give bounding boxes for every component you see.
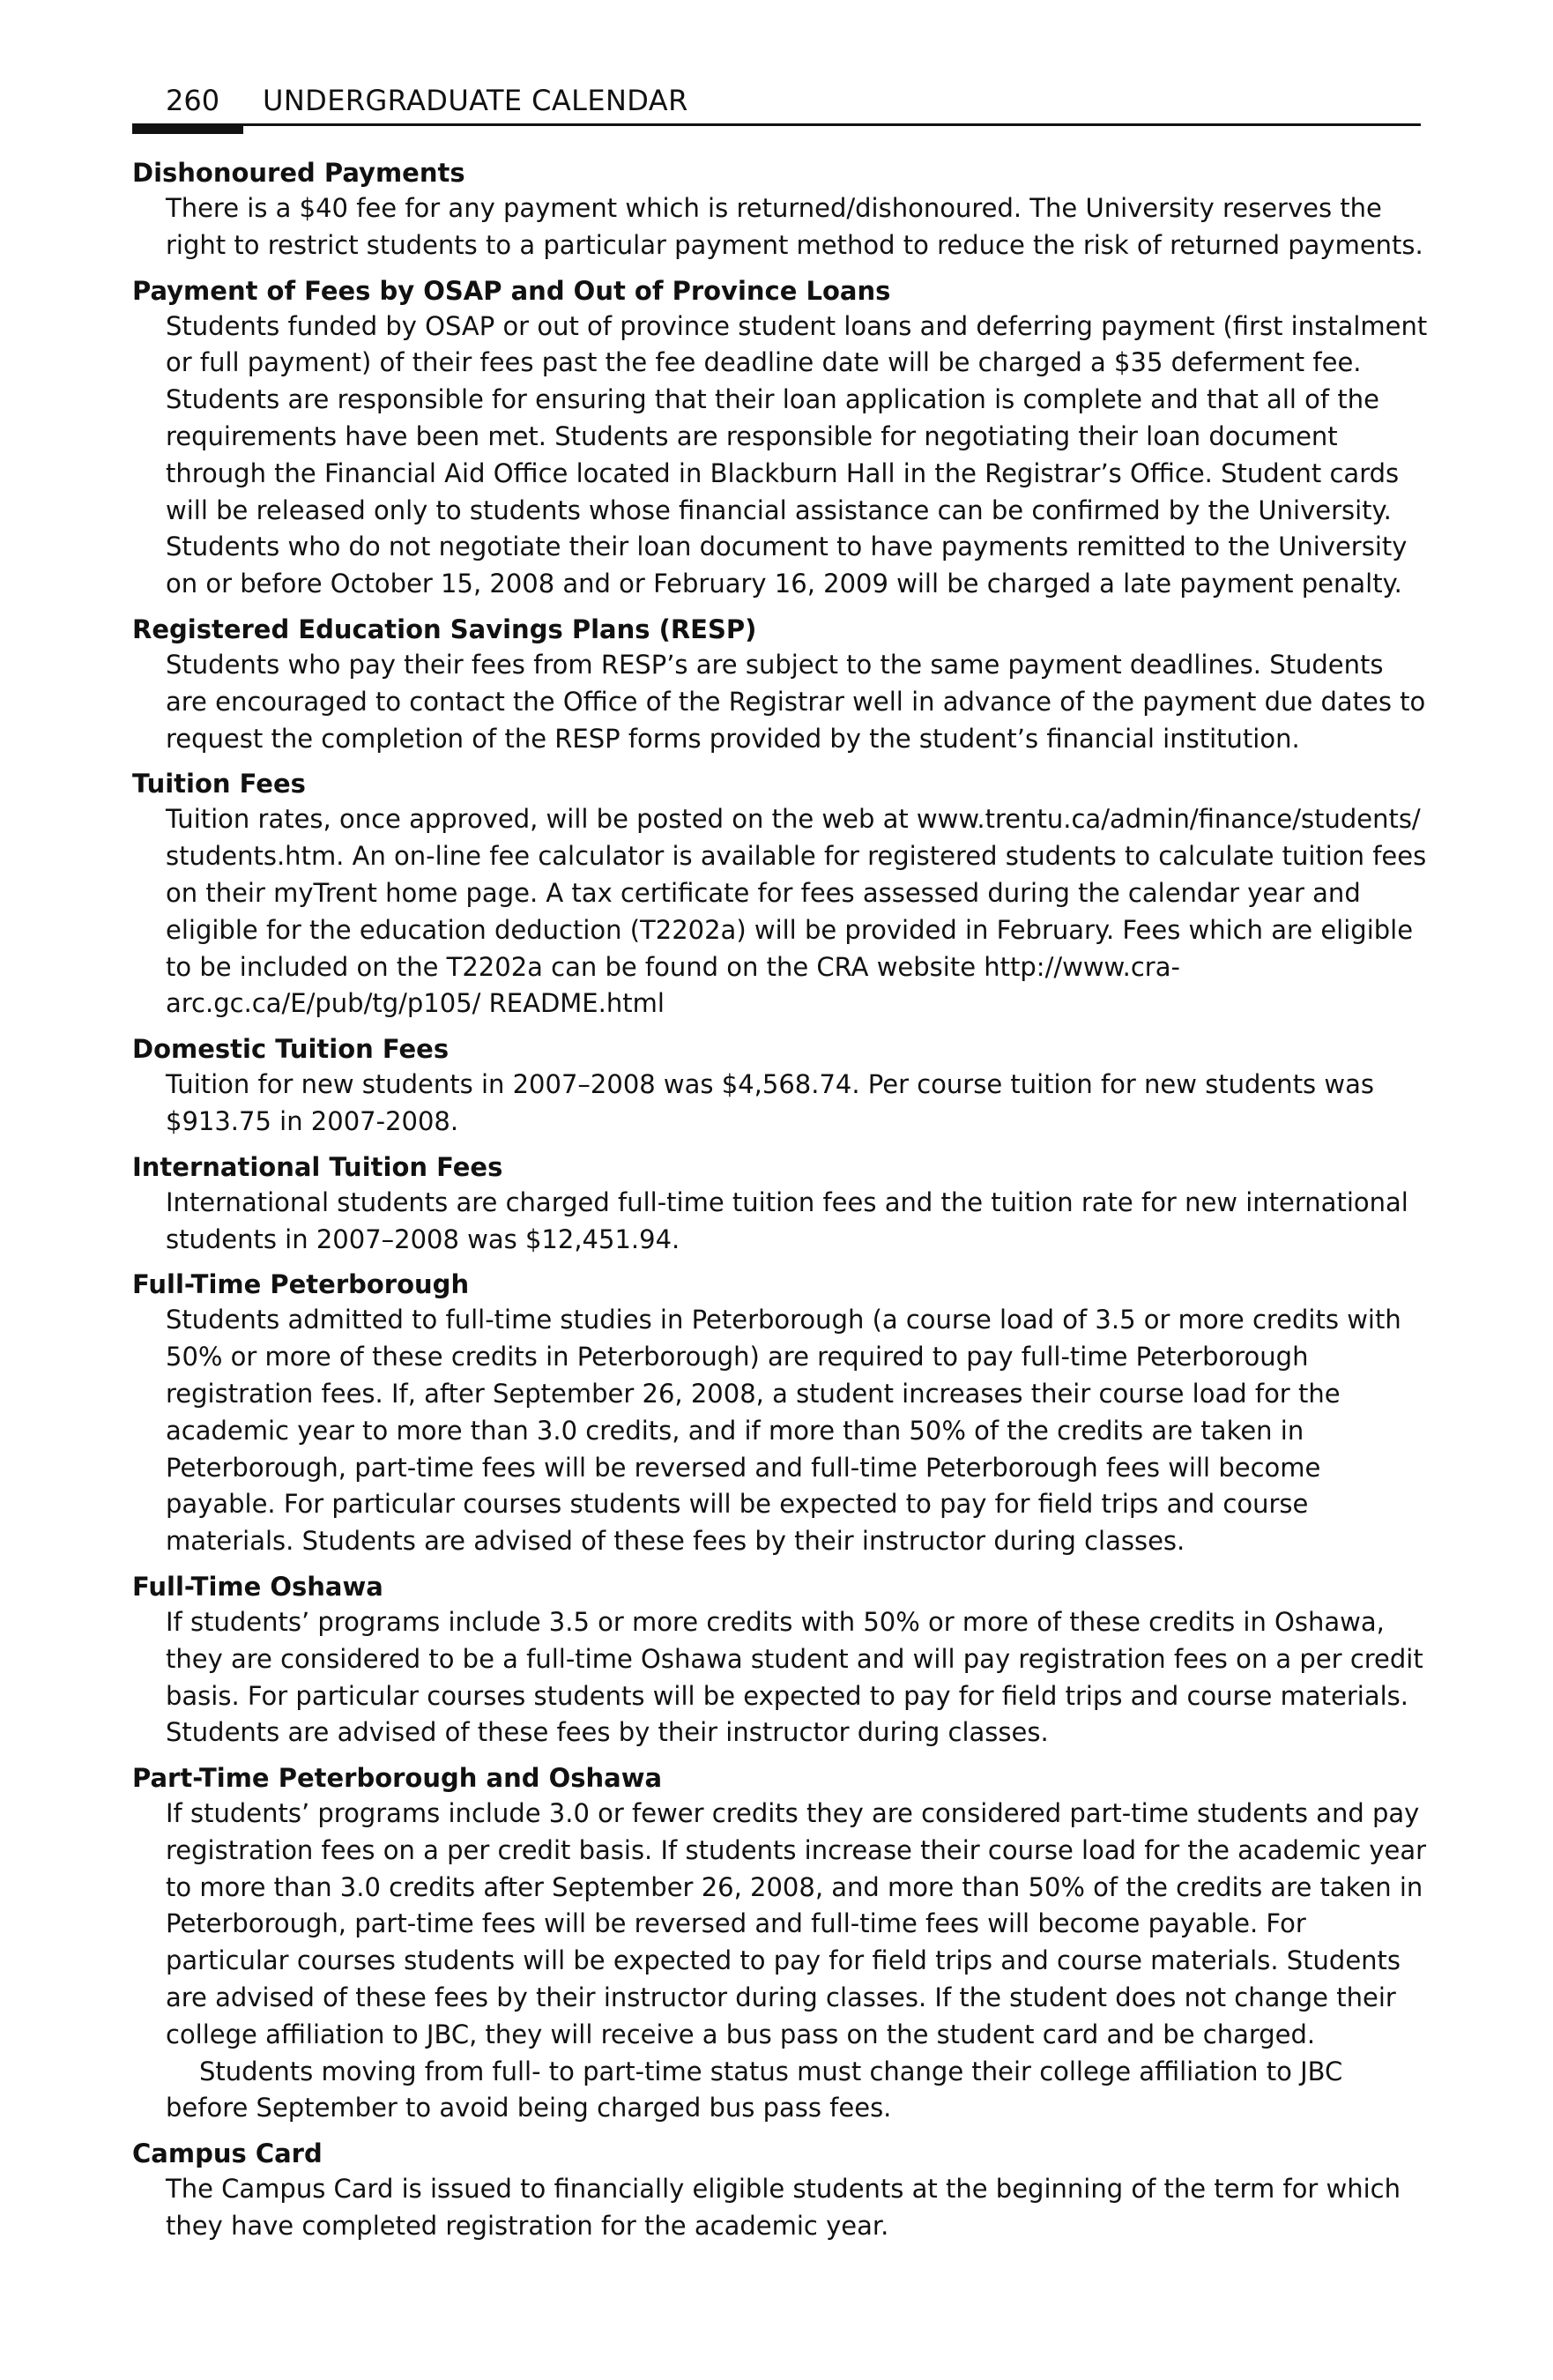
section-international-tuition bbox=[132, 1149, 1428, 1259]
section-paragraph: Tuition rates, once approved, will be posted on the web at www.trentu.ca/admin/finance/students/ students.htm. An on-line fee calculator is available for registered students to calculate tuition fees on their myTrent home page. A tax certificate for fees assessed during the calendar year and eligible for the education deduction (T2202a) will be provided in February. Fees which are eligible to be included on the T2202a can be found on the CRA website http://www.cra-arc.gc.ca/E/pub/tg/p105/ README.html bbox=[166, 804, 1427, 1019]
section-heading: Registered Education Savings Plans (RESP) bbox=[132, 614, 757, 644]
section-osap-loans bbox=[132, 273, 1428, 603]
section-heading: Dishonoured Payments bbox=[132, 158, 465, 188]
section-heading: International Tuition Fees bbox=[132, 1151, 503, 1182]
section-tuition-fees bbox=[132, 766, 1428, 1023]
running-title: UNDERGRADUATE CALENDAR bbox=[263, 84, 688, 117]
section-paragraph: Students who pay their fees from RESP’s are subject to the same payment deadlines. Students are encouraged to contact the Office of the Registrar well in advance of the payment due dates to request the completion of the RESP forms provided by the student’s financial institution. bbox=[166, 649, 1426, 754]
section-paragraph: The Campus Card is issued to financially eligible students at the beginning of the term for which they have completed registration for the academic year. bbox=[166, 2174, 1401, 2242]
section-paragraph: If students’ programs include 3.5 or more credits with 50% or more of these credits in Oshawa, they are considered to be a full-time Oshawa student and will pay registration fees on a per credit basis. For particular courses students will be expected to pay for field trips and course materials. Students are advised of these fees by their instructor during classes. bbox=[166, 1606, 1423, 1748]
header-tab-bar bbox=[132, 123, 243, 134]
page-header bbox=[132, 79, 1421, 132]
section-heading: Part-Time Peterborough and Oshawa bbox=[132, 1763, 663, 1794]
section-resp bbox=[132, 612, 1428, 757]
section-heading: Campus Card bbox=[132, 2138, 323, 2169]
section-domestic-tuition bbox=[132, 1031, 1428, 1141]
page-number: 260 bbox=[166, 84, 220, 117]
section-paragraph: Students funded by OSAP or out of province student loans and deferring payment (first instalment or full payment) of their fees past the fee deadline date will be charged a $35 deferment fee. Students are responsible for ensuring that their loan application is complete and that all of the requirements have been met. Students are responsible for negotiating their loan document through the Financial Aid Office located in Blackburn Hall in the Registrar’s Office. Student cards will be released only to students whose financial assistance can be confirmed by the University. Students who do not negotiate their loan document to have payments remitted to the University on or before October 15, 2008 and or February 16, 2009 will be charged a late payment penalty. bbox=[166, 310, 1428, 599]
section-heading: Payment of Fees by OSAP and Out of Province Loans bbox=[132, 275, 891, 306]
section-campus-card bbox=[132, 2136, 1428, 2245]
section-paragraph: Students moving from full- to part-time status must change their college affiliation to JBC before September to avoid being charged bus pass fees. bbox=[166, 2056, 1343, 2123]
header-rule bbox=[132, 123, 1421, 126]
section-heading: Full-Time Peterborough bbox=[132, 1269, 470, 1300]
section-paragraph: International students are charged full-time tuition fees and the tuition rate for new international students in 2007–2008 was $12,451.94. bbox=[166, 1186, 1408, 1254]
section-heading: Full-Time Oshawa bbox=[132, 1571, 383, 1602]
section-paragraph: Students admitted to full-time studies in Peterborough (a course load of 3.5 or more credits with 50% or more of these credits in Peterborough) are required to pay full-time Peterborough registration fees. If, after September 26, 2008, a student increases their course load for the academic year to more than 3.0 credits, and if more than 50% of the credits are taken in Peterborough, part-time fees will be reversed and full-time Peterborough fees will become payable. For particular courses students will be expected to pay for field trips and course materials. Students are advised of these fees by their instructor during classes. bbox=[166, 1305, 1401, 1557]
section-heading: Tuition Fees bbox=[132, 769, 306, 800]
section-dishonoured-payments bbox=[132, 155, 1428, 264]
section-heading: Domestic Tuition Fees bbox=[132, 1034, 450, 1065]
section-full-time-oshawa bbox=[132, 1569, 1428, 1752]
page-content bbox=[132, 155, 1428, 2254]
section-part-time bbox=[132, 1760, 1428, 2127]
section-paragraph: If students’ programs include 3.0 or fewer credits they are considered part-time students and pay registration fees on a per credit basis. If students increase their course load for the academic year to more than 3.0 credits after September 26, 2008, and more than 50% of the credits are taken in Peterborough, part-time fees will be reversed and full-time fees will become payable. For particular courses students will be expected to pay for field trips and course materials. Students are advised of these fees by their instructor during classes. If the student does not change their college affiliation to JBC, they will receive a bus pass on the student card and be charged. bbox=[166, 1798, 1427, 2049]
section-full-time-peterborough bbox=[132, 1267, 1428, 1560]
section-paragraph: There is a $40 fee for any payment which is returned/dishonoured. The University reserves the right to restrict students to a particular payment method to reduce the risk of returned payments. bbox=[166, 193, 1423, 260]
section-paragraph: Tuition for new students in 2007–2008 was $4,568.74. Per course tuition for new students was $913.75 in 2007-2008. bbox=[166, 1069, 1374, 1136]
